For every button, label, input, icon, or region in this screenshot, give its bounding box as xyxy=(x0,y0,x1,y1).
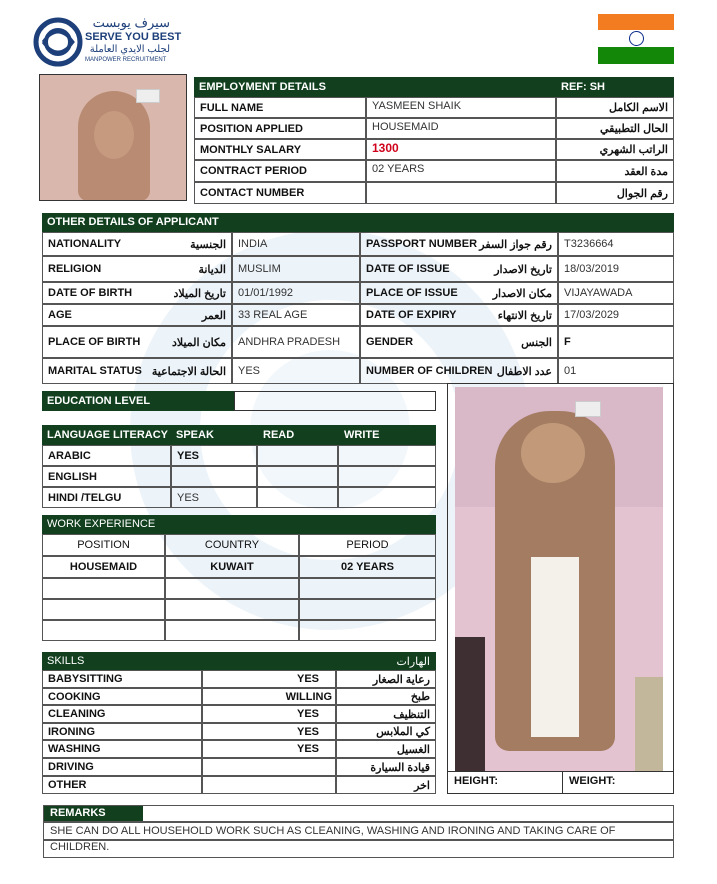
language-row-lang: ENGLISH xyxy=(42,466,171,487)
skill-value xyxy=(202,758,336,776)
dob-value: 01/01/1992 xyxy=(232,282,360,304)
work-row-country xyxy=(165,578,299,599)
skills-header-ar: الهارات xyxy=(396,656,430,668)
nationality-value: INDIA xyxy=(232,232,360,256)
marital-status-value: YES xyxy=(232,358,360,384)
skill-name: OTHER xyxy=(42,776,202,794)
work-row-position xyxy=(42,578,165,599)
logo-name: SERVE YOU BEST xyxy=(85,31,182,43)
religion-ar: الديانة xyxy=(198,263,226,276)
dob-label: DATE OF BIRTH xyxy=(48,287,133,299)
nationality-ar: الجنسية xyxy=(190,238,226,251)
full-name-value: YASMEEN SHAIK xyxy=(366,97,556,118)
work-row-position: HOUSEMAID xyxy=(42,556,165,578)
place-of-issue-label: PLACE OF ISSUE xyxy=(366,287,458,299)
monthly-salary-ar: الراتب الشهري xyxy=(556,139,674,160)
passport-number-label: PASSPORT NUMBER xyxy=(366,238,478,250)
contact-number-ar: رقم الجوال xyxy=(556,182,674,204)
skill-name: CLEANING xyxy=(42,705,202,723)
other-details-right xyxy=(360,232,674,384)
work-col-position: POSITION xyxy=(42,534,165,556)
skill-ar: التنظيف xyxy=(336,705,436,723)
skill-name: IRONING xyxy=(42,723,202,740)
skill-value: YES xyxy=(202,705,336,723)
language-col-write: WRITE xyxy=(344,429,380,441)
language-row-read xyxy=(257,466,338,487)
place-of-birth-label: PLACE OF BIRTH xyxy=(48,336,141,348)
skill-value: YES xyxy=(202,670,336,688)
language-row-speak: YES xyxy=(171,487,257,508)
date-of-issue-label: DATE OF ISSUE xyxy=(366,263,450,275)
work-table xyxy=(42,534,436,641)
marital-status-ar: الحالة الاجتماعية xyxy=(151,365,226,378)
skill-value: YES xyxy=(202,723,336,740)
children-ar: عدد الاطفال xyxy=(496,365,552,378)
work-col-period: PERIOD xyxy=(299,534,436,556)
language-row-write xyxy=(338,445,436,466)
work-col-country: COUNTRY xyxy=(165,534,299,556)
gender-ar: الجنس xyxy=(521,336,552,349)
language-row-write xyxy=(338,487,436,508)
monthly-salary-label: MONTHLY SALARY xyxy=(194,139,366,160)
language-row-lang: HINDI /TELGU xyxy=(42,487,171,508)
skill-name: DRIVING xyxy=(42,758,202,776)
language-row-read xyxy=(257,487,338,508)
place-of-birth-value: ANDHRA PRADESH xyxy=(232,326,360,358)
language-row-speak xyxy=(171,466,257,487)
skill-name: COOKING xyxy=(42,688,202,705)
other-details-left xyxy=(42,232,360,384)
logo-arabic-sub: لجلب الايدي العاملة xyxy=(89,44,170,55)
date-of-expiry-value: 17/03/2029 xyxy=(558,304,674,326)
date-of-expiry-label: DATE OF EXPIRY xyxy=(366,309,457,321)
full-name-ar: الاسم الكامل xyxy=(556,97,674,118)
date-of-issue-value: 18/03/2019 xyxy=(558,256,674,282)
logo-sub: MANPOWER RECRUITMENT xyxy=(85,57,167,63)
position-applied-label: POSITION APPLIED xyxy=(194,118,366,139)
ref-label: REF: SH xyxy=(556,77,674,97)
skill-ar: كي الملابس xyxy=(336,723,436,740)
weight-label: WEIGHT: xyxy=(569,775,616,787)
language-row-write xyxy=(338,466,436,487)
skill-value: WILLING xyxy=(202,688,336,705)
marital-status-label: MARITAL STATUS xyxy=(48,365,142,377)
work-row-country: KUWAIT xyxy=(165,556,299,578)
logo-emblem-icon xyxy=(33,17,83,67)
skill-value: YES xyxy=(202,740,336,758)
employment-header: EMPLOYMENT DETAILS xyxy=(194,77,556,97)
other-details-header: OTHER DETAILS OF APPLICANT xyxy=(42,213,674,232)
logo-arabic: سيرف يوبست xyxy=(92,15,170,30)
education-value xyxy=(234,391,436,411)
contact-number-value xyxy=(366,182,556,204)
work-row-period xyxy=(299,599,436,620)
contact-number-label: CONTACT NUMBER xyxy=(194,182,366,204)
work-row-position xyxy=(42,620,165,641)
position-applied-value: HOUSEMAID xyxy=(366,118,556,139)
contract-period-ar: مدة العقد xyxy=(556,160,674,182)
language-row-lang: ARABIC xyxy=(42,445,171,466)
applicant-full-photo xyxy=(455,387,663,771)
passport-number-ar: رقم جواز السفر xyxy=(479,238,552,251)
gender-label: GENDER xyxy=(366,336,414,348)
skill-ar: الغسيل xyxy=(336,740,436,758)
work-row-country xyxy=(165,620,299,641)
date-of-expiry-ar: تاريخ الانتهاء xyxy=(497,309,552,322)
language-row-read xyxy=(257,445,338,466)
language-col-speak: SPEAK xyxy=(176,429,214,441)
work-experience-header: WORK EXPERIENCE xyxy=(42,515,436,534)
skills-header-label: SKILLS xyxy=(47,655,85,667)
position-applied-ar: الحال التطبيقي xyxy=(556,118,674,139)
language-col-lang: LANGUAGE LITERACY xyxy=(47,429,168,441)
measurements-divider xyxy=(562,772,563,794)
age-label: AGE xyxy=(48,309,72,321)
language-col-read: READ xyxy=(263,429,295,441)
monthly-salary-value: 1300 xyxy=(366,139,556,160)
skill-value xyxy=(202,776,336,794)
skills-header xyxy=(42,652,436,670)
work-row-period: 02 YEARS xyxy=(299,556,436,578)
nationality-label: NATIONALITY xyxy=(48,238,122,250)
religion-label: RELIGION xyxy=(48,263,102,275)
remarks-text: SHE CAN DO ALL HOUSEHOLD WORK SUCH AS CLEANING, WASHING AND IRONING AND TAKING CARE OF CHILDREN. xyxy=(43,822,674,840)
skill-ar: قيادة السيارة xyxy=(336,758,436,776)
applicant-photo xyxy=(39,74,187,201)
gender-value: F xyxy=(558,326,674,358)
age-value: 33 REAL AGE xyxy=(232,304,360,326)
religion-value: MUSLIM xyxy=(232,256,360,282)
full-name-label: FULL NAME xyxy=(194,97,366,118)
remarks-header: REMARKS xyxy=(43,805,143,822)
language-row-speak: YES xyxy=(171,445,257,466)
work-row-period xyxy=(299,578,436,599)
date-of-issue-ar: تاريخ الاصدار xyxy=(494,263,552,276)
india-flag-icon xyxy=(598,14,674,64)
education-label: EDUCATION LEVEL xyxy=(42,391,234,411)
skill-name: WASHING xyxy=(42,740,202,758)
remarks-blank-row xyxy=(43,840,674,858)
work-row-position xyxy=(42,599,165,620)
contract-period-value: 02 YEARS xyxy=(366,160,556,182)
language-header xyxy=(42,425,436,445)
place-of-birth-ar: مكان الميلاد xyxy=(171,336,226,349)
place-of-issue-value: VIJAYAWADA xyxy=(558,282,674,304)
company-logo xyxy=(33,15,183,69)
skill-name: BABYSITTING xyxy=(42,670,202,688)
work-row-period xyxy=(299,620,436,641)
height-label: HEIGHT: xyxy=(454,775,498,787)
children-label: NUMBER OF CHILDREN xyxy=(366,365,493,377)
skill-ar: رعاية الصغار xyxy=(336,670,436,688)
skill-ar: اخر xyxy=(336,776,436,794)
passport-number-value: T3236664 xyxy=(558,232,674,256)
skills-table xyxy=(42,670,436,794)
language-table xyxy=(42,445,436,508)
dob-ar: تاريخ الميلاد xyxy=(173,287,226,300)
children-value: 01 xyxy=(558,358,674,384)
contract-period-label: CONTRACT PERIOD xyxy=(194,160,366,182)
work-row-country xyxy=(165,599,299,620)
skill-ar: طبخ xyxy=(336,688,436,705)
age-ar: العمر xyxy=(201,309,226,322)
measurements-row xyxy=(447,771,674,794)
place-of-issue-ar: مكان الاصدار xyxy=(492,287,552,300)
